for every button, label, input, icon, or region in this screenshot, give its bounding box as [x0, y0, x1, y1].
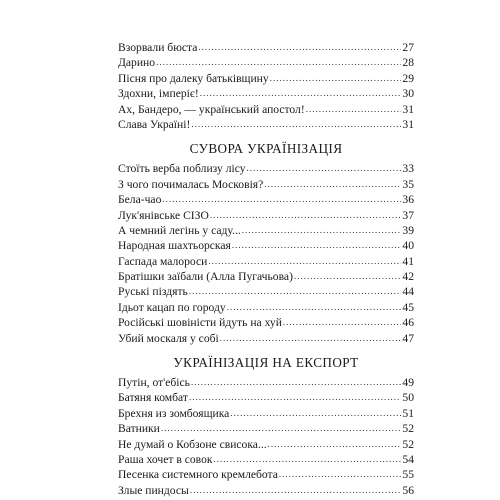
dot-leader [264, 177, 401, 192]
dot-leader [162, 192, 401, 207]
dot-leader [191, 117, 401, 132]
toc-entry[interactable] [118, 300, 414, 315]
toc-entry-title: Здохни, імперіє! [118, 87, 199, 101]
toc-entry-title: Російські шовіністи йдуть на хуй [118, 316, 282, 330]
toc-entry-title: Пісня про далеку батьківщину [118, 71, 269, 85]
toc-entry-page: 29 [402, 71, 414, 85]
dot-leader [294, 269, 401, 284]
toc-entry-page: 51 [402, 406, 414, 420]
toc-entry[interactable] [118, 161, 414, 176]
toc-entry-page: 27 [402, 41, 414, 54]
toc-entry-page: 37 [402, 208, 414, 222]
dot-leader [242, 223, 402, 238]
dot-leader [230, 406, 401, 421]
toc-entry-title: Братішки заїбали (Алла Пугачьова) [118, 270, 293, 284]
toc-entry-page: 52 [402, 437, 414, 451]
toc-entry[interactable] [118, 254, 414, 269]
toc-entry[interactable] [118, 315, 414, 330]
toc-entry-page: 41 [402, 254, 414, 268]
toc-entry-page: 46 [402, 316, 414, 330]
toc-entry-title: Дарино [118, 56, 156, 70]
toc-entry-title: Путін, от'ебісь [118, 376, 190, 390]
toc-entry-title: Убий москаля у собі [118, 331, 219, 345]
toc-entry-title: А чемний легінь у саду... [118, 223, 241, 237]
toc-entry-page: 50 [402, 391, 414, 405]
toc-entry-title: Не думай о Кобзоне свисока... [118, 437, 267, 451]
toc-entry-page: 56 [402, 483, 414, 497]
toc-entry[interactable] [118, 40, 414, 55]
toc-entry-title: Брехня из зомбоящика [118, 406, 230, 420]
toc-entry-title: Гаспада малороси [118, 254, 208, 268]
toc-entry[interactable] [118, 437, 414, 452]
dot-leader [190, 483, 402, 498]
dot-leader [306, 102, 402, 117]
toc-entry[interactable] [118, 331, 414, 346]
dot-leader [214, 452, 402, 467]
toc-entry-title: Раша хочет в совок [118, 452, 213, 466]
dot-leader [208, 254, 401, 269]
toc-entry-page: 30 [402, 87, 414, 101]
dot-leader [227, 300, 402, 315]
toc-entry-page: 49 [402, 376, 414, 390]
toc-entry[interactable] [118, 467, 414, 482]
dot-leader [198, 40, 401, 55]
toc-entry-page: 31 [402, 102, 414, 116]
toc-entry-page: 31 [402, 117, 414, 131]
toc-entry-title: Ватники [118, 422, 160, 436]
toc-entry-page: 33 [402, 162, 414, 176]
toc-entry-title: Стоїть верба поблизу лісу [118, 162, 246, 176]
toc-entry-title: Ідьот кацап по городу [118, 300, 226, 314]
toc-entry[interactable] [118, 421, 414, 436]
section-heading: СУВОРА УКРАЇНІЗАЦІЯ [189, 141, 343, 157]
dot-leader [156, 55, 401, 70]
dot-leader [232, 238, 402, 253]
toc-entry[interactable] [118, 102, 414, 117]
dot-leader [189, 284, 402, 299]
dot-leader [191, 375, 401, 390]
toc-entry-title: Взорвали бюста [118, 41, 198, 54]
toc-entry[interactable] [118, 192, 414, 207]
dot-leader [189, 390, 401, 405]
toc-entry-page: 52 [402, 422, 414, 436]
toc-entry[interactable] [118, 86, 414, 101]
toc-entry-page: 55 [402, 468, 414, 482]
toc-entry[interactable] [118, 238, 414, 253]
toc-entry[interactable] [118, 390, 414, 405]
toc-entry-title: Батяня комбат [118, 391, 188, 405]
toc-entry[interactable] [118, 208, 414, 223]
toc-entry[interactable] [118, 406, 414, 421]
toc-entry-page: 42 [402, 270, 414, 284]
toc-entry[interactable] [118, 177, 414, 192]
toc-entry[interactable] [118, 71, 414, 86]
toc-entry-title: Злые пиндосы [118, 483, 189, 497]
dot-leader [268, 437, 402, 452]
dot-leader [210, 208, 402, 223]
toc-entry-title: Песенка системного кремлебота [118, 468, 278, 482]
toc-entry[interactable] [118, 269, 414, 284]
toc-entry-title: Народная шахтьорская [118, 239, 231, 253]
table-of-contents [118, 40, 414, 498]
toc-entry[interactable] [118, 117, 414, 132]
toc-entry[interactable] [118, 375, 414, 390]
toc-entry-title: Слава Україні! [118, 117, 191, 131]
toc-entry-title: З чого почималась Московія? [118, 177, 264, 191]
toc-entry[interactable] [118, 55, 414, 70]
toc-entry-title: Бела-чао [118, 193, 162, 207]
toc-entry-title: Ах, Бандеро, — український апостол! [118, 102, 305, 116]
dot-leader [247, 161, 402, 176]
dot-leader [200, 86, 402, 101]
toc-entry-page: 39 [402, 223, 414, 237]
toc-entry[interactable] [118, 483, 414, 498]
toc-entry[interactable] [118, 284, 414, 299]
toc-entry-title: Лук'янівське СІЗО [118, 208, 209, 222]
toc-entry-title: Руські піздять [118, 285, 188, 299]
toc-entry-page: 44 [402, 285, 414, 299]
dot-leader [161, 421, 402, 436]
dot-leader [220, 331, 402, 346]
dot-leader [270, 71, 402, 86]
toc-entry-page: 28 [402, 56, 414, 70]
section-heading: УКРАЇНІЗАЦІЯ НА ЕКСПОРТ [173, 355, 359, 371]
toc-entry-page: 35 [402, 177, 414, 191]
toc-entry[interactable] [118, 452, 414, 467]
toc-entry-page: 47 [402, 331, 414, 345]
toc-entry-page: 54 [402, 452, 414, 466]
dot-leader [279, 467, 402, 482]
dot-leader [283, 315, 401, 330]
toc-entry[interactable] [118, 223, 414, 238]
toc-entry-page: 40 [402, 239, 414, 253]
toc-entry-page: 36 [402, 193, 414, 207]
toc-entry-page: 45 [402, 300, 414, 314]
